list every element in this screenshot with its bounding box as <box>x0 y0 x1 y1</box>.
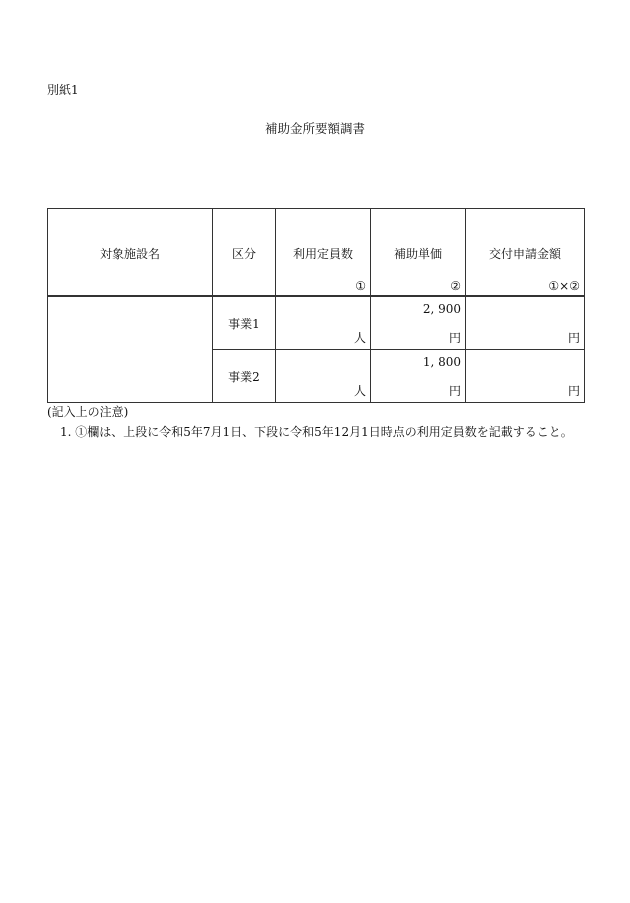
appendix-label: 別紙1 <box>47 83 79 97</box>
header-facility-name <box>48 209 213 297</box>
unit-price-value: 1, 800 <box>422 355 461 369</box>
unit-price-value: 2, 900 <box>422 302 461 316</box>
header-mark: ①×② <box>548 279 580 293</box>
document-title: 補助金所要額調書 <box>264 121 365 136</box>
category-label: 事業1 <box>228 316 260 331</box>
header-capacity <box>276 209 371 297</box>
notes-heading: (記入上の注意) <box>47 405 129 419</box>
header-label: 利用定員数 <box>292 247 353 261</box>
category-cell <box>213 350 276 403</box>
amount-unit: 円 <box>567 384 580 398</box>
note-item: 1. ①欄は、上段に令和5年7月1日、下段に令和5年12月1日時点の利用定員数を記載すること。 <box>60 425 573 439</box>
price-unit: 円 <box>448 331 461 345</box>
header-label: 対象施設名 <box>99 247 160 261</box>
header-mark: ① <box>355 279 366 293</box>
capacity-cell[interactable] <box>276 296 371 350</box>
category-cell <box>213 296 276 350</box>
capacity-unit: 人 <box>353 331 366 345</box>
header-mark: ② <box>450 279 461 293</box>
header-category <box>213 209 276 297</box>
header-label: 交付申請金額 <box>488 247 561 261</box>
header-label: 区分 <box>231 247 256 261</box>
capacity-unit: 人 <box>353 384 366 398</box>
subsidy-requirement-table <box>47 208 585 403</box>
category-label: 事業2 <box>228 369 260 384</box>
unit-price-cell <box>371 296 466 350</box>
table-row-project-1 <box>48 296 585 350</box>
facility-name-cell[interactable] <box>48 296 213 403</box>
price-unit: 円 <box>448 384 461 398</box>
unit-price-cell <box>371 350 466 403</box>
header-label: 補助単価 <box>393 247 442 261</box>
amount-unit: 円 <box>567 331 580 345</box>
amount-cell[interactable] <box>466 350 585 403</box>
header-unit-price <box>371 209 466 297</box>
capacity-cell[interactable] <box>276 350 371 403</box>
table-header-row <box>48 209 585 297</box>
header-application-amount <box>466 209 585 297</box>
amount-cell[interactable] <box>466 296 585 350</box>
